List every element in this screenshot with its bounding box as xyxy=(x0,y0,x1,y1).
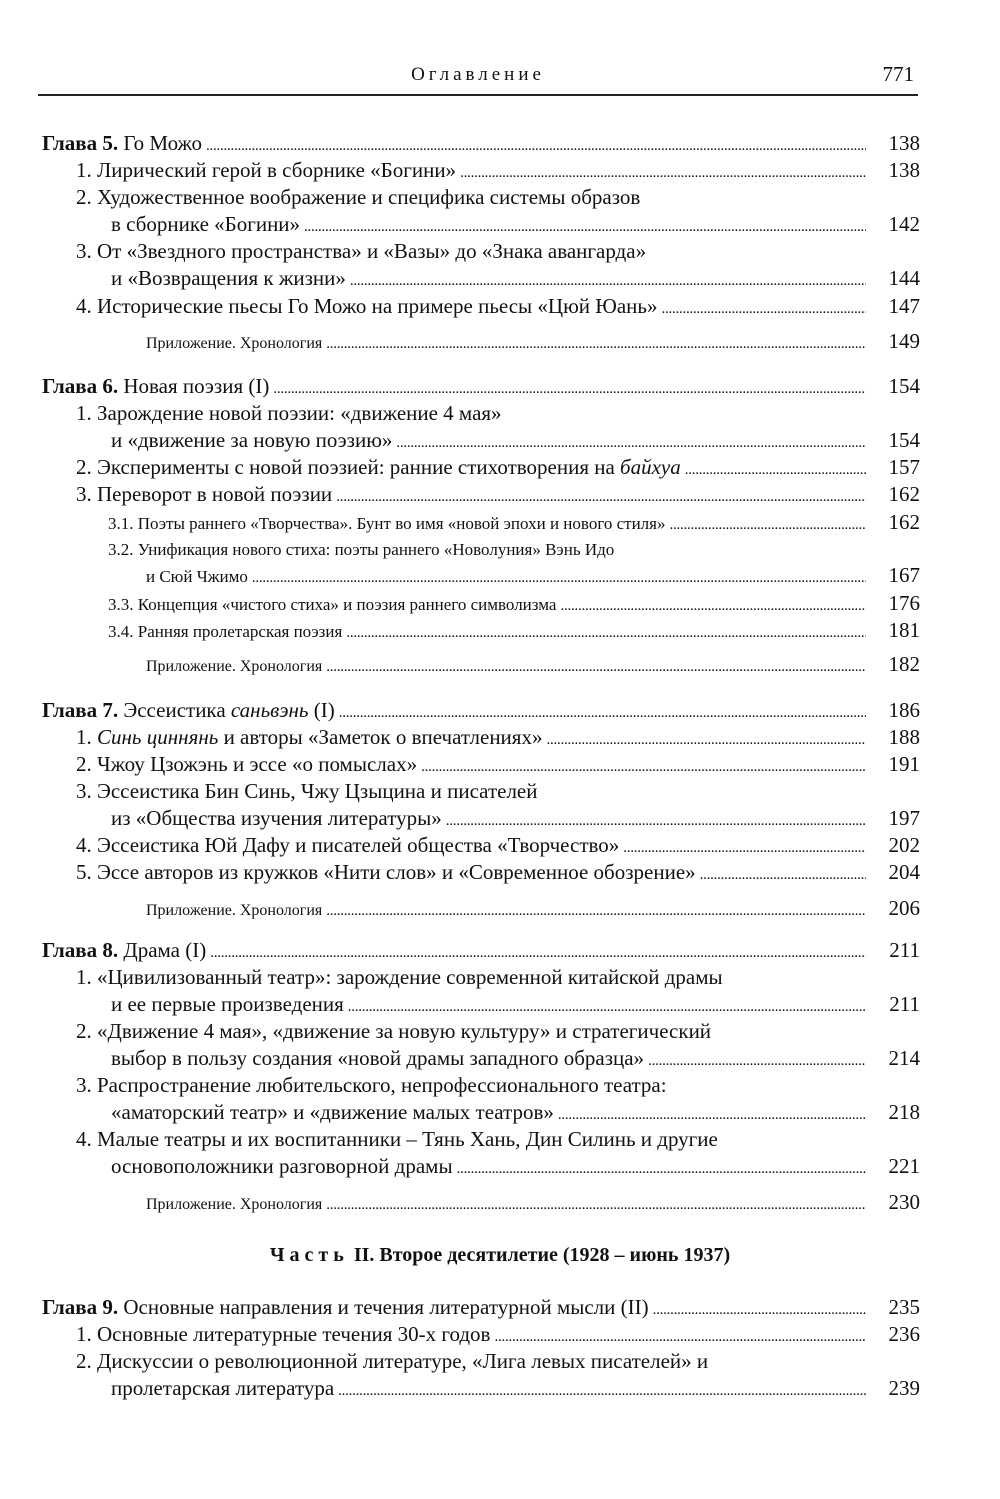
entry-title: 3.1. Поэты раннего «Творчества». Бунт во имя «новой эпохи и нового стиля» xyxy=(108,514,666,533)
page-number: 197 xyxy=(888,806,920,830)
chapter-title: Основные направления и течения литературной мысли (II) xyxy=(123,1295,649,1319)
page-number: 162 xyxy=(888,482,920,506)
toc-entry-6-appendix[interactable] xyxy=(146,651,920,681)
toc-entry-chapter-8[interactable] xyxy=(42,937,920,967)
toc-entry-6-3-1[interactable] xyxy=(108,509,920,539)
toc-entry-7-2[interactable] xyxy=(76,751,920,781)
header-page-number: 771 xyxy=(882,62,914,86)
leader-dots xyxy=(494,1324,866,1351)
leader-dots xyxy=(653,1297,866,1324)
entry-title: 4. Эссеистика Юй Дафу и писателей общества «Творчество» xyxy=(76,833,620,857)
page-number: 186 xyxy=(888,698,920,722)
toc-entry-6-3-3[interactable] xyxy=(108,590,920,620)
page-number: 176 xyxy=(888,591,920,615)
chapter-label: Глава 9. xyxy=(42,1295,119,1319)
entry-title: 1. Лирический герой в сборнике «Богини» xyxy=(76,158,457,182)
leader-dots xyxy=(558,1102,866,1129)
toc-entry-8-appendix[interactable] xyxy=(146,1189,920,1219)
entry-title: и «движение за новую поэзию» xyxy=(111,428,393,452)
leader-dots xyxy=(252,565,866,592)
toc-entry-7-4[interactable] xyxy=(76,832,920,862)
page-number: 154 xyxy=(888,428,920,452)
chapter-label: Глава 7. xyxy=(42,698,119,722)
entry-title-italic: Синь циннянь xyxy=(97,725,219,749)
entry-title: и «Возвращения к жизни» xyxy=(111,266,346,290)
toc-entry-8-3[interactable] xyxy=(111,1099,920,1129)
entry-title: 4. Исторические пьесы Го Можо на примере пьесы «Цюй Юань» xyxy=(76,294,658,318)
chapter-label: Глава 8. xyxy=(42,938,119,962)
page-number: 214 xyxy=(888,1046,920,1070)
leader-dots xyxy=(560,593,866,620)
leader-dots xyxy=(304,214,866,241)
toc-entry-6-3-2-line1[interactable]: 3.2. Унификация нового стиха: поэты раннего «Новолуния» Вэнь Идо xyxy=(108,540,615,559)
page-number: 149 xyxy=(888,329,920,353)
part-label: Часть xyxy=(269,1244,349,1266)
entry-title: 2. Эксперименты с новой поэзией: ранние стихотворения на xyxy=(76,455,615,479)
toc-entry-6-3[interactable] xyxy=(76,481,920,511)
page-number: 239 xyxy=(888,1376,920,1400)
page-number: 144 xyxy=(888,266,920,290)
leader-dots xyxy=(206,133,866,160)
toc-entry-8-3-line1[interactable]: 3. Распространение любительского, непрофессионального театра: xyxy=(76,1073,667,1097)
toc-entry-8-4[interactable] xyxy=(111,1153,920,1183)
leader-dots xyxy=(396,430,866,457)
entry-title: основоположники разговорной драмы xyxy=(111,1154,453,1178)
page-number: 147 xyxy=(888,294,920,318)
toc-entry-7-appendix[interactable] xyxy=(146,895,920,925)
chapter-title: Драма (I) xyxy=(123,938,207,962)
leader-dots xyxy=(326,654,866,681)
header-title: Оглавление xyxy=(411,64,545,85)
page-number: 211 xyxy=(889,938,920,962)
leader-dots xyxy=(685,457,866,484)
toc-entry-5-2[interactable] xyxy=(111,211,920,241)
page-number: 204 xyxy=(888,860,920,884)
page-number: 162 xyxy=(888,510,920,534)
toc-entry-5-3-line1[interactable]: 3. От «Звездного пространства» и «Вазы» до «Знака авангарда» xyxy=(76,239,647,263)
page-number: 188 xyxy=(888,725,920,749)
leader-dots xyxy=(210,940,866,967)
toc-entry-6-2[interactable] xyxy=(76,454,920,484)
toc-entry-6-1-line1[interactable]: 1. Зарождение новой поэзии: «движение 4 мая» xyxy=(76,401,502,425)
entry-title: 3.4. Ранняя пролетарская поэзия xyxy=(108,622,343,641)
leader-dots xyxy=(446,808,866,835)
toc-entry-8-1-line1[interactable]: 1. «Цивилизованный театр»: зарождение современной китайской драмы xyxy=(76,965,723,989)
leader-dots xyxy=(648,1048,866,1075)
chapter-title: Го Можо xyxy=(123,131,203,155)
toc-entry-6-1[interactable] xyxy=(111,427,920,457)
chapter-title: Эссеистика xyxy=(123,698,226,722)
toc-entry-chapter-7[interactable] xyxy=(42,697,920,727)
toc-entry-7-5[interactable] xyxy=(76,859,920,889)
entry-title: выбор в пользу создания «новой драмы западного образца» xyxy=(111,1046,645,1070)
toc-entry-8-2-line1[interactable]: 2. «Движение 4 мая», «движение за новую культуру» и стратегический xyxy=(76,1019,712,1043)
leader-dots xyxy=(336,484,866,511)
leader-dots xyxy=(346,620,866,647)
toc-entry-5-2-line1[interactable]: 2. Художественное воображение и специфика системы образов xyxy=(76,185,641,209)
toc-entry-6-3-2[interactable] xyxy=(146,562,920,592)
entry-title: Приложение. Хронология xyxy=(146,335,323,352)
entry-title: из «Общества изучения литературы» xyxy=(111,806,442,830)
toc-entry-5-appendix[interactable] xyxy=(146,328,920,358)
page-number: 154 xyxy=(888,374,920,398)
toc-entry-9-2-line1[interactable]: 2. Дискуссии о революционной литературе, «Лига левых писателей» и xyxy=(76,1349,709,1373)
leader-dots xyxy=(350,268,866,295)
leader-dots xyxy=(700,862,866,889)
toc-entry-9-2[interactable] xyxy=(111,1375,920,1405)
entry-title: и ее первые произведения xyxy=(111,992,344,1016)
entry-title: и авторы «Заметок о впечатлениях» xyxy=(223,725,543,749)
leader-dots xyxy=(421,754,866,781)
toc-entry-5-4[interactable] xyxy=(76,293,920,323)
toc-entry-6-3-4[interactable] xyxy=(108,617,920,647)
chapter-title-italic: саньвэнь xyxy=(230,698,309,722)
leader-dots xyxy=(326,331,866,358)
page-number: 191 xyxy=(888,752,920,776)
entry-title: Приложение. Хронология xyxy=(146,658,323,675)
page-number: 235 xyxy=(888,1295,920,1319)
entry-title: Приложение. Хронология xyxy=(146,1196,323,1213)
toc-entry-7-1[interactable] xyxy=(76,724,920,754)
leader-dots xyxy=(339,700,866,727)
leader-dots xyxy=(457,1156,866,1183)
toc-entry-5-3[interactable] xyxy=(111,265,920,295)
part-heading xyxy=(0,1244,1000,1267)
entry-title: 3. Переворот в новой поэзии xyxy=(76,482,333,506)
page-number: 181 xyxy=(888,618,920,642)
page-number: 138 xyxy=(888,131,920,155)
page-number: 202 xyxy=(888,833,920,857)
entry-title: 1. Основные литературные течения 30-х годов xyxy=(76,1322,491,1346)
page-number: 142 xyxy=(888,212,920,236)
toc-entry-8-2[interactable] xyxy=(111,1045,920,1075)
leader-dots xyxy=(546,727,866,754)
toc-entry-7-3-line1[interactable]: 3. Эссеистика Бин Синь, Чжу Цзыцина и писателей xyxy=(76,779,538,803)
chapter-title-suffix: (I) xyxy=(313,698,335,722)
entry-number: 1. xyxy=(76,725,92,749)
toc-entry-chapter-5[interactable] xyxy=(42,130,920,160)
toc-entry-chapter-6[interactable] xyxy=(42,373,920,403)
leader-dots xyxy=(326,898,866,925)
entry-title: и Сюй Чжимо xyxy=(146,567,248,586)
page-number: 138 xyxy=(888,158,920,182)
toc-entry-chapter-9[interactable] xyxy=(42,1294,920,1324)
entry-title: пролетарская литература xyxy=(111,1376,335,1400)
page-number: 211 xyxy=(889,992,920,1016)
toc-entry-8-1[interactable] xyxy=(111,991,920,1021)
leader-dots xyxy=(460,160,866,187)
chapter-label: Глава 5. xyxy=(42,131,119,155)
toc-entry-7-3[interactable] xyxy=(111,805,920,835)
page-number: 182 xyxy=(888,652,920,676)
leader-dots xyxy=(273,376,866,403)
toc-entry-5-1[interactable] xyxy=(76,157,920,187)
entry-title-italic: байхуа xyxy=(620,455,681,479)
entry-title: 3.3. Концепция «чистого стиха» и поэзия раннего символизма xyxy=(108,595,557,614)
page-number: 218 xyxy=(888,1100,920,1124)
page-number: 230 xyxy=(888,1190,920,1214)
chapter-label: Глава 6. xyxy=(42,374,119,398)
toc-entry-8-4-line1[interactable]: 4. Малые театры и их воспитанники – Тянь Хань, Дин Силинь и другие xyxy=(76,1127,718,1151)
entry-title: в сборнике «Богини» xyxy=(111,212,301,236)
entry-title: Приложение. Хронология xyxy=(146,902,323,919)
running-header xyxy=(38,60,918,96)
toc-entry-9-1[interactable] xyxy=(76,1321,920,1351)
page-number: 167 xyxy=(888,563,920,587)
page-number: 157 xyxy=(888,455,920,479)
chapter-title: Новая поэзия (I) xyxy=(123,374,270,398)
part-title: II. Второе десятилетие (1928 – июнь 1937) xyxy=(353,1244,731,1266)
page-number: 236 xyxy=(888,1322,920,1346)
leader-dots xyxy=(661,296,866,323)
leader-dots xyxy=(338,1378,866,1405)
entry-title: «аматорский театр» и «движение малых театров» xyxy=(111,1100,554,1124)
leader-dots xyxy=(348,994,866,1021)
entry-title: 2. Чжоу Цзожэнь и эссе «о помыслах» xyxy=(76,752,418,776)
page-number: 221 xyxy=(888,1154,920,1178)
page-number: 206 xyxy=(888,896,920,920)
leader-dots xyxy=(623,835,866,862)
entry-title: 5. Эссе авторов из кружков «Нити слов» и «Современное обозрение» xyxy=(76,860,696,884)
leader-dots xyxy=(670,512,867,539)
leader-dots xyxy=(326,1192,866,1219)
